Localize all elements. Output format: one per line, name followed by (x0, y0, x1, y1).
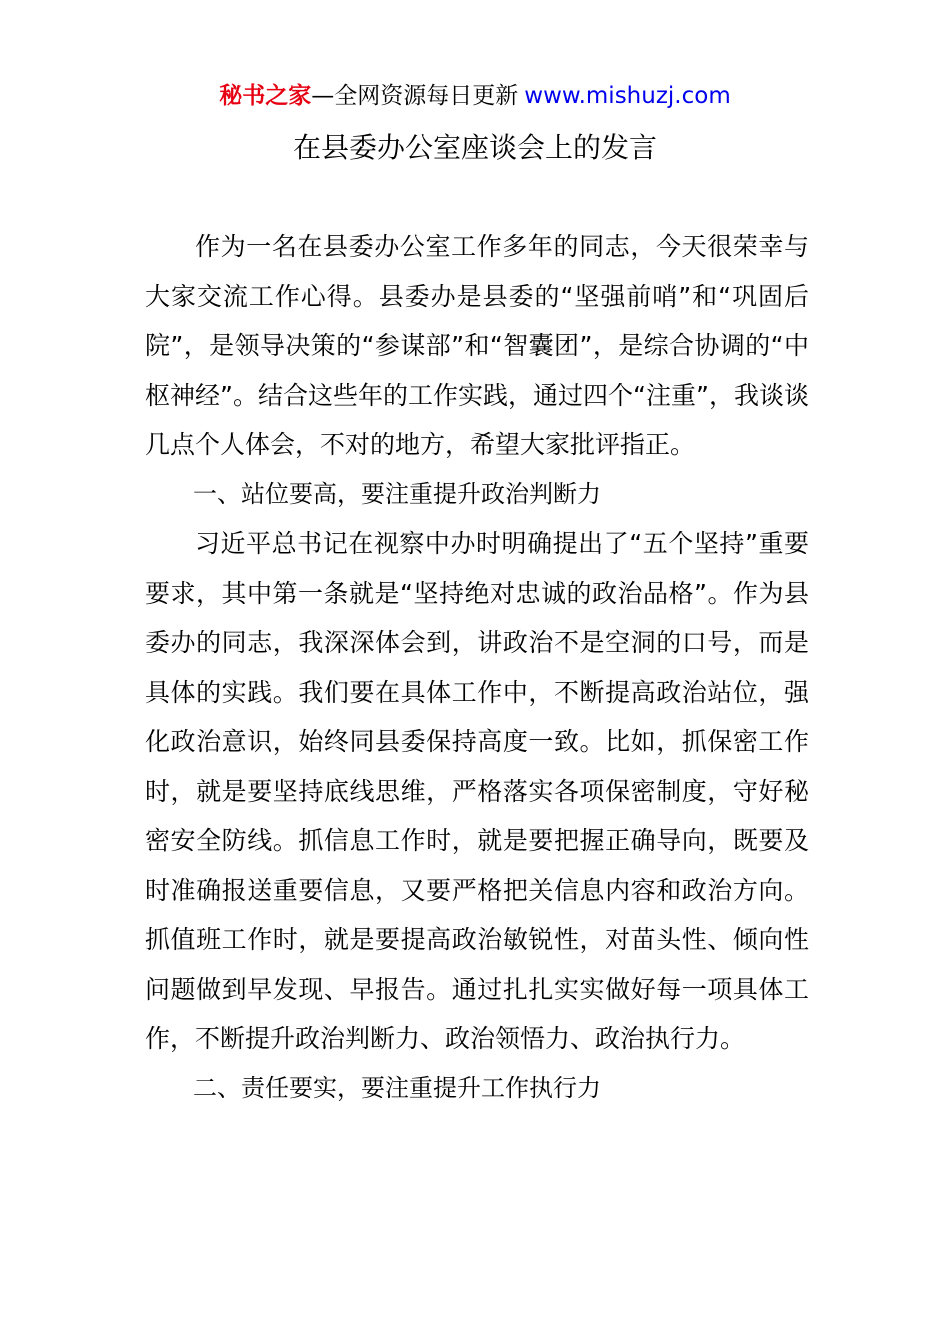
site-header (0, 80, 950, 112)
site-url-link[interactable]: www.mishuzj.com (524, 83, 731, 109)
document-title: 在县委办公室座谈会上的发言 (292, 131, 657, 164)
section-heading-1: 一、站位要高，要注重提升政治判断力 (193, 479, 601, 508)
section-1-paragraph: 习近平总书记在视察中办时明确提出了“五个坚持”重要要求，其中第一条就是“坚持绝对忠诚的政治品格”。作为县委办的同志，我深深体会到，讲政治不是空洞的口号，而是具体的实践。我们要在具体工作中，不断提高政治站位，强化政治意识，始终同县委保持高度一致。比如，抓保密工作时，就是要坚持底线思维，严格落实各项保密制度，守好秘密安全防线。抓信息工作时，就是要把握正确导向，既要及时准确报送重要信息，又要严格把关信息内容和政治方向。抓值班工作时，就是要提高政治敏锐性，对苗头性、倾向性问题做到早发现、早报告。通过扎扎实实做好每一项具体工作，不断提升政治判断力、政治领悟力、政治执行力。 (145, 529, 809, 1053)
brand-name: 秘书之家 (219, 83, 312, 109)
section-heading-2: 二、责任要实，要注重提升工作执行力 (193, 1073, 601, 1102)
intro-paragraph: 作为一名在县委办公室工作多年的同志，今天很荣幸与大家交流工作心得。县委办是县委的“坚强前哨”和“巩固后院”，是领导决策的“参谋部”和“智囊团”，是综合协调的“中枢神经”。结合这些年的工作实践，通过四个“注重”，我谈谈几点个人体会，不对的地方，希望大家批评指正。 (145, 232, 809, 459)
header-tagline: —全网资源每日更新 (311, 83, 519, 109)
document-body (145, 222, 809, 1113)
